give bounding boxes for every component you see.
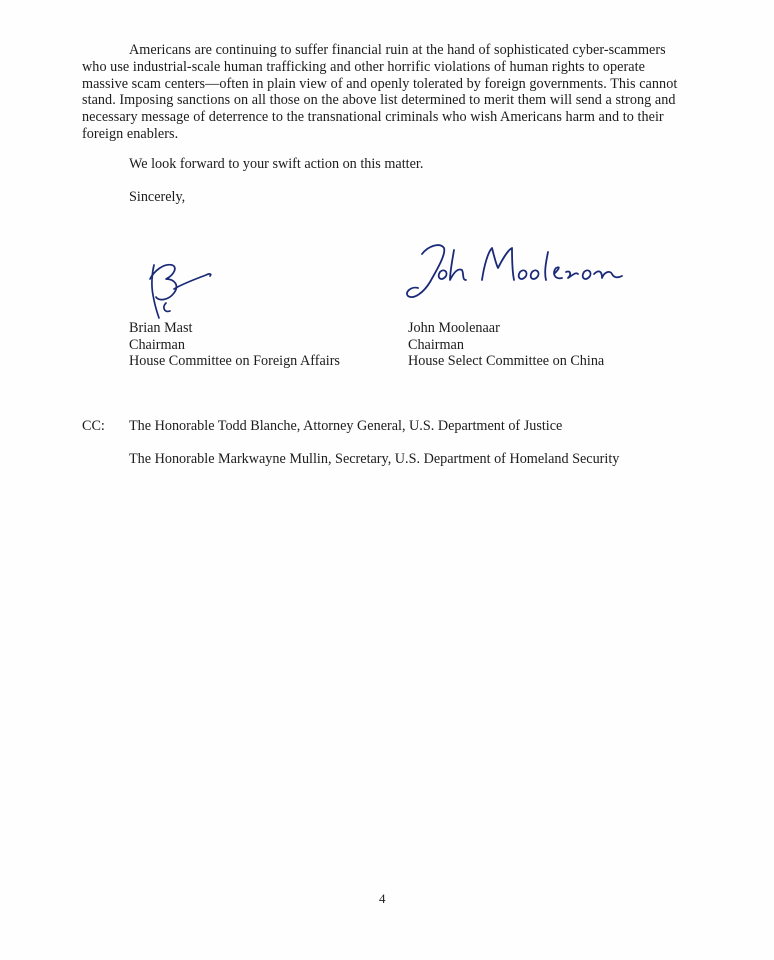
cc-recipient: The Honorable Markwayne Mullin, Secretary, U.S. Department of Homeland Security bbox=[129, 451, 620, 467]
signatory-title: Chairman bbox=[129, 336, 185, 353]
signature-john-moolenaar bbox=[400, 238, 632, 308]
signature-brian-mast bbox=[140, 255, 220, 325]
closing-line: We look forward to your swift action on this matter. bbox=[129, 156, 424, 172]
signature-brian-mast-image bbox=[140, 255, 220, 325]
cc-recipient: The Honorable Todd Blanche, Attorney General, U.S. Department of Justice bbox=[129, 418, 563, 434]
signatory-committee: House Select Committee on China bbox=[408, 353, 605, 369]
valediction: Sincerely, bbox=[129, 189, 186, 205]
signatory-name: John Moolenaar bbox=[408, 320, 500, 336]
signatory-title: Chairman bbox=[408, 336, 464, 353]
body-paragraph-text: Americans are continuing to suffer financial ruin at the hand of sophisticated cyber-scammers who use industrial-scale human trafficking and other horrific violations of human rights to operate massive scam centers—often in plain view of and openly tolerated by foreign governments. This cannot stand. Imposing sanctions on all those on the above list determined to merit them will send a strong and necessary message of deterrence to the transnational criminals who wish Americans harm and to their foreign enablers. bbox=[82, 42, 678, 142]
page-number: 4 bbox=[379, 891, 386, 906]
signatory-name: Brian Mast bbox=[129, 320, 193, 336]
body-paragraph bbox=[82, 42, 682, 143]
signatory-committee: House Committee on Foreign Affairs bbox=[129, 353, 340, 369]
signatory-block-1 bbox=[129, 320, 340, 370]
signature-john-moolenaar-image bbox=[400, 238, 632, 308]
cc-label: CC: bbox=[82, 418, 105, 434]
signatory-block-2 bbox=[408, 320, 604, 370]
